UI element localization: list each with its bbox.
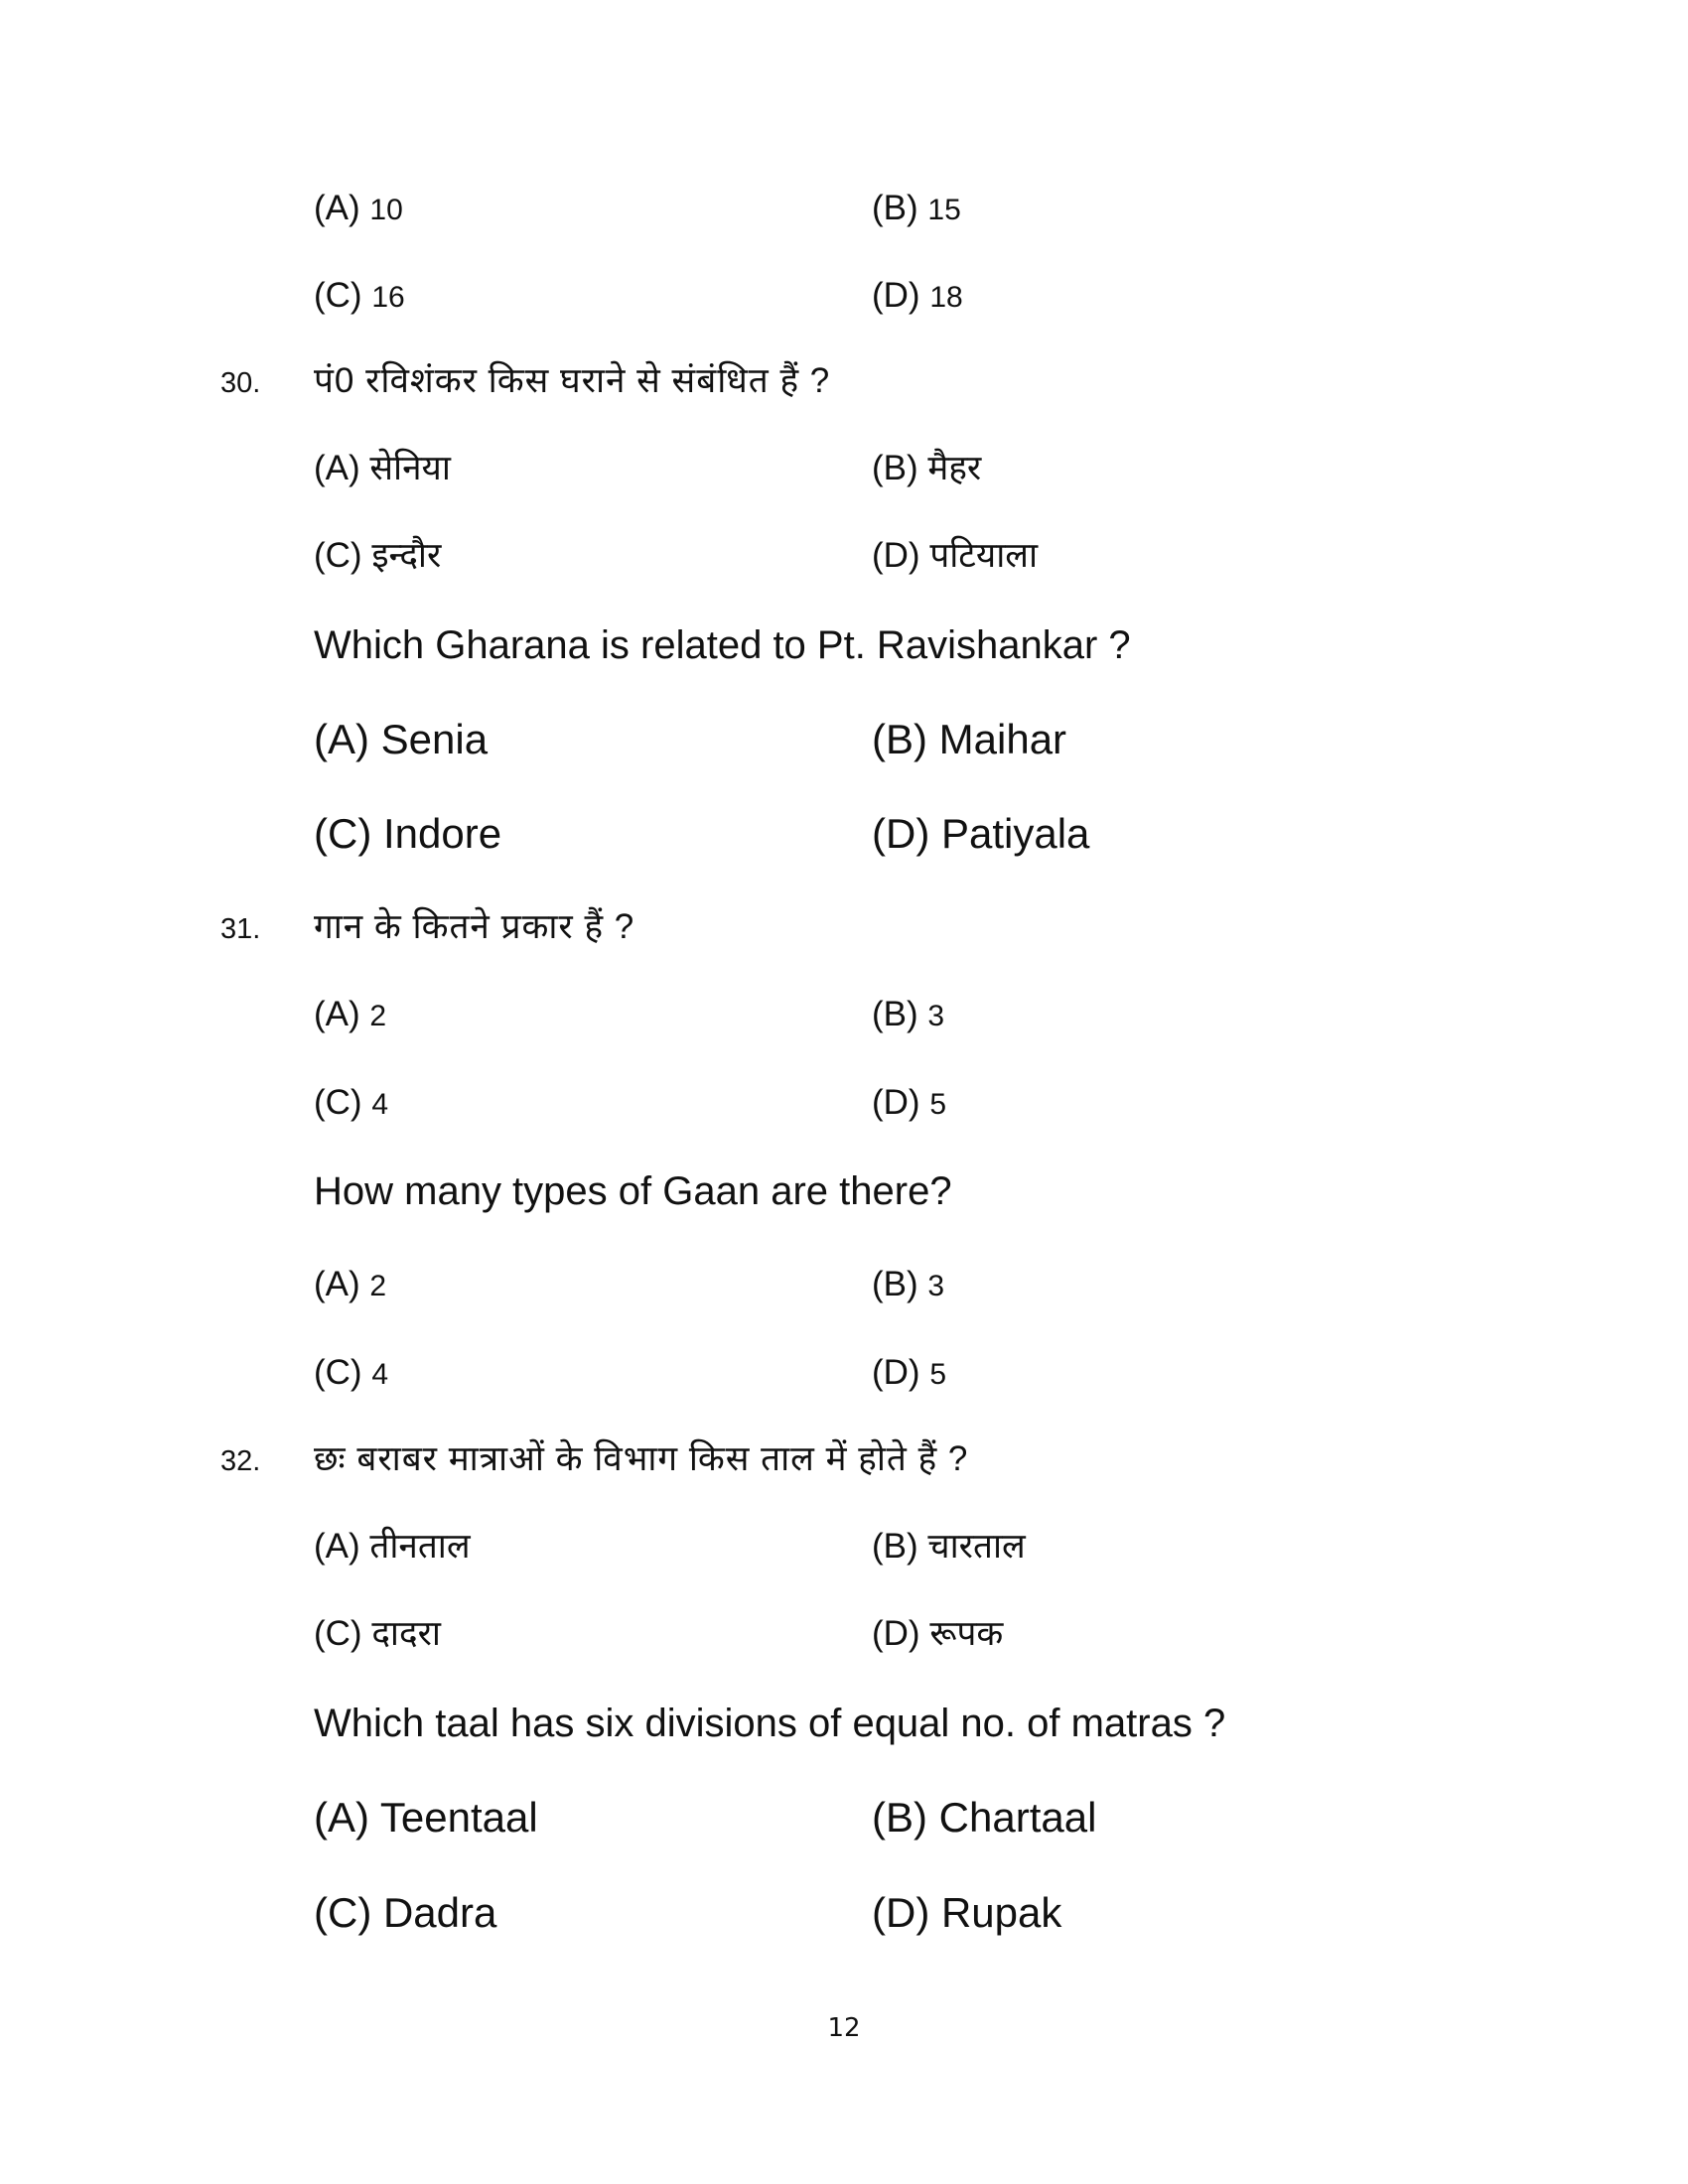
option-b [872,1529,1026,1564]
option-label: (C) [314,1614,362,1653]
question-english: Which Gharana is related to Pt. Ravishankar ? [314,623,1131,667]
option-label: (B) [872,1265,918,1303]
option-a-english: (A) Senia [314,716,489,762]
option-value: दादरा [371,1614,441,1653]
option-label: (A) [314,995,360,1033]
option-value: 2 [369,1270,387,1302]
option-c [314,1616,441,1651]
question-number: 31. [220,913,261,945]
option-a [314,191,403,225]
option-value: 3 [927,1270,945,1302]
option-d [872,1085,946,1120]
option-a [314,997,386,1031]
option-c [314,1085,388,1120]
option-value: 4 [371,1088,389,1121]
question-hindi: गान के कितने प्रकार हैं ? [314,907,635,946]
option-c-english: (C) Indore [314,810,502,857]
question-hindi: छः बराबर मात्राओं के विभाग किस ताल में होते हैं ? [314,1439,969,1478]
option-c [314,1355,388,1390]
option-label: (A) [314,1527,360,1566]
option-label: (C) [314,536,362,575]
option-value: तीनताल [369,1527,471,1566]
option-b [872,451,981,485]
option-label: (D) [872,536,920,575]
page-number: 12 [827,2013,861,2043]
question-hindi: पं0 रविशंकर किस घराने से संबंधित हैं ? [314,361,831,400]
option-value: 4 [371,1358,389,1391]
option-label: (B) [872,449,918,487]
option-d [872,278,963,313]
option-c [314,538,441,573]
option-a [314,451,451,485]
option-b-english: (B) Maihar [872,716,1067,762]
option-label: (A) [314,449,360,487]
option-d-english: (D) Patiyala [872,810,1090,857]
option-a [314,1267,386,1301]
option-b [872,997,944,1031]
option-value: मैहर [927,449,982,487]
option-label: (D) [872,1353,920,1392]
option-label: (C) [314,276,362,315]
option-d-english: (D) Rupak [872,1889,1062,1936]
option-b-english: (B) Chartaal [872,1794,1097,1841]
option-b [872,1267,944,1301]
option-label: (D) [872,1083,920,1122]
option-value: 18 [929,281,963,314]
option-value: 16 [371,281,405,314]
option-value: 5 [929,1358,947,1391]
option-value: पटियाला [929,536,1039,575]
option-a-english: (A) Teentaal [314,1794,538,1841]
option-b [872,191,961,225]
option-c [314,278,405,313]
option-d [872,538,1038,573]
question-number: 32. [220,1445,261,1477]
option-c-english: (C) Dadra [314,1889,497,1936]
question-english: Which taal has six divisions of equal no. of matras ? [314,1702,1226,1745]
option-label: (D) [872,1614,920,1653]
option-label: (B) [872,189,918,227]
option-value: चारताल [927,1527,1026,1566]
option-label: (C) [314,1353,362,1392]
option-label: (B) [872,1527,918,1566]
option-label: (A) [314,1265,360,1303]
option-d [872,1616,1003,1651]
question-english: How many types of Gaan are there? [314,1169,952,1213]
option-value: 3 [927,1000,945,1032]
option-a [314,1529,471,1564]
option-label: (D) [872,276,920,315]
option-value: 15 [927,194,961,226]
option-value: इन्दौर [371,536,442,575]
option-label: (B) [872,995,918,1033]
option-value: 5 [929,1088,947,1121]
option-label: (C) [314,1083,362,1122]
option-label: (A) [314,189,360,227]
option-value: रूपक [929,1614,1004,1653]
option-value: 2 [369,1000,387,1032]
option-d [872,1355,946,1390]
question-number: 30. [220,367,261,399]
option-value: 10 [369,194,403,226]
option-value: सेनिया [369,449,451,487]
